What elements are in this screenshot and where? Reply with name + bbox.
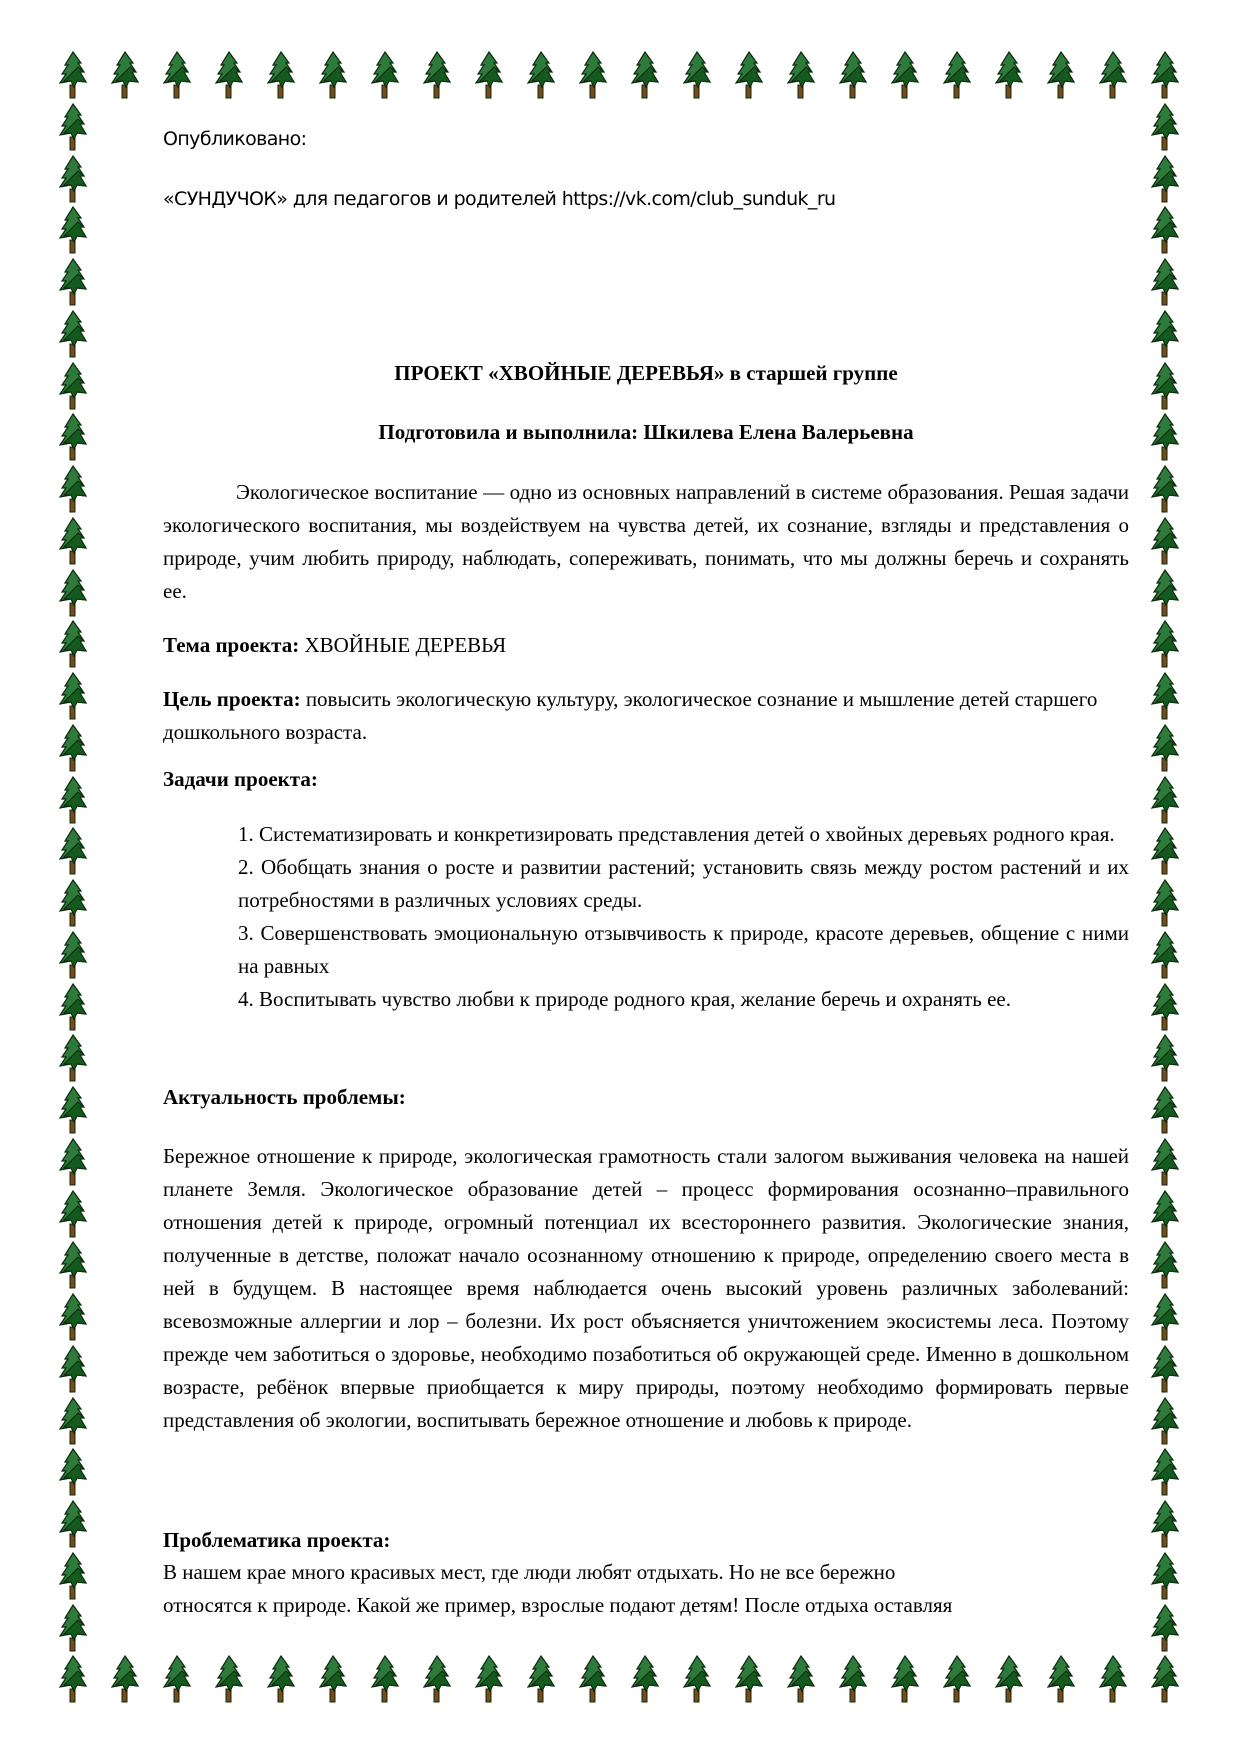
fir-tree-icon	[1151, 413, 1179, 461]
fir-tree-icon	[267, 1655, 295, 1703]
fir-tree-icon	[579, 1655, 607, 1703]
fir-tree-icon	[475, 1655, 503, 1703]
fir-tree-icon	[1151, 1345, 1179, 1393]
fir-tree-icon	[59, 1655, 87, 1703]
fir-tree-icon	[995, 51, 1023, 99]
fir-tree-icon	[163, 1655, 191, 1703]
fir-tree-icon	[59, 103, 87, 151]
tasks-heading: Задачи проекта:	[163, 767, 318, 791]
fir-tree-icon	[1151, 1241, 1179, 1289]
fir-tree-icon	[787, 1655, 815, 1703]
goal-label: Цель проекта:	[163, 687, 301, 711]
fir-tree-icon	[59, 206, 87, 254]
fir-tree-icon	[59, 776, 87, 824]
fir-tree-icon	[1047, 51, 1075, 99]
fir-tree-icon	[735, 1655, 763, 1703]
fir-tree-icon	[215, 51, 243, 99]
fir-tree-icon	[59, 1293, 87, 1341]
fir-tree-icon	[267, 51, 295, 99]
page-title: ПРОЕКТ «ХВОЙНЫЕ ДЕРЕВЬЯ» в старшей группе	[394, 361, 898, 385]
fir-tree-icon	[59, 983, 87, 1031]
fir-tree-icon	[1151, 310, 1179, 358]
task-item-1: 1. Систематизировать и конкретизировать представления детей о хвойных деревьях родного края.	[238, 822, 1115, 846]
fir-tree-icon	[1099, 1655, 1127, 1703]
fir-tree-icon	[111, 1655, 139, 1703]
fir-tree-icon	[59, 1604, 87, 1652]
fir-tree-icon	[1151, 620, 1179, 668]
fir-tree-icon	[59, 1241, 87, 1289]
fir-tree-icon	[1151, 983, 1179, 1031]
fir-tree-icon	[59, 569, 87, 617]
fir-tree-icon	[1151, 1448, 1179, 1496]
author-line: Подготовила и выполнила: Шкилева Елена Валерьевна	[378, 420, 914, 444]
task-item-2: 2. Обобщать знания о росте и развитии растений; установить связь между ростом растений и их потребностями в различных условиях среды.	[238, 855, 1129, 912]
fir-tree-icon	[1151, 1604, 1179, 1652]
fir-tree-icon	[1151, 1138, 1179, 1186]
fir-tree-icon	[59, 931, 87, 979]
fir-tree-icon	[59, 1500, 87, 1548]
relevance-heading: Актуальность проблемы:	[163, 1085, 406, 1109]
intro-paragraph: Экологическое воспитание — одно из основных направлений в системе образования. Решая задачи экологического воспитания, мы воздействуем на чувства детей, их сознание, взгляды и представления о природе, учим любить природу, наблюдать, сопереживать, понимать, что мы должны беречь и сохранять ее.	[163, 480, 1129, 603]
fir-tree-icon	[215, 1655, 243, 1703]
fir-tree-icon	[1099, 51, 1127, 99]
fir-tree-icon	[475, 51, 503, 99]
fir-tree-icon	[631, 51, 659, 99]
fir-tree-icon	[1151, 1190, 1179, 1238]
fir-tree-icon	[1151, 672, 1179, 720]
fir-tree-icon	[59, 413, 87, 461]
fir-tree-icon	[59, 310, 87, 358]
fir-tree-icon	[839, 1655, 867, 1703]
fir-tree-icon	[111, 51, 139, 99]
fir-tree-icon	[631, 1655, 659, 1703]
fir-tree-icon	[1151, 1397, 1179, 1445]
fir-tree-icon	[579, 51, 607, 99]
fir-tree-icon	[371, 1655, 399, 1703]
fir-tree-icon	[59, 362, 87, 410]
fir-tree-icon	[943, 51, 971, 99]
fir-tree-icon	[1151, 155, 1179, 203]
fir-tree-icon	[1151, 1655, 1179, 1703]
fir-tree-icon	[1047, 1655, 1075, 1703]
fir-tree-icon	[1151, 724, 1179, 772]
fir-tree-icon	[59, 258, 87, 306]
fir-tree-icon	[891, 51, 919, 99]
fir-tree-icon	[59, 155, 87, 203]
fir-tree-icon	[59, 517, 87, 565]
fir-tree-icon	[319, 51, 347, 99]
fir-tree-icon	[1151, 1552, 1179, 1600]
published-label: Опубликовано:	[163, 128, 307, 150]
fir-tree-icon	[1151, 1086, 1179, 1134]
fir-tree-icon	[59, 1190, 87, 1238]
fir-tree-icon	[59, 1138, 87, 1186]
fir-tree-icon	[1151, 258, 1179, 306]
fir-tree-icon	[59, 51, 87, 99]
fir-tree-icon	[839, 51, 867, 99]
fir-tree-icon	[787, 51, 815, 99]
problem-heading: Проблематика проекта:	[163, 1528, 391, 1552]
fir-tree-icon	[163, 51, 191, 99]
published-source: «СУНДУЧОК» для педагогов и родителей https://vk.com/club_sunduk_ru	[163, 188, 836, 210]
task-item-3: 3. Совершенствовать эмоциональную отзывчивость к природе, красоте деревьев, общение с ними на равных	[238, 921, 1129, 978]
fir-tree-icon	[1151, 931, 1179, 979]
fir-tree-icon	[1151, 517, 1179, 565]
fir-tree-icon	[423, 51, 451, 99]
fir-tree-icon	[319, 1655, 347, 1703]
fir-tree-icon	[1151, 1034, 1179, 1082]
fir-tree-icon	[1151, 51, 1179, 99]
fir-tree-icon	[371, 51, 399, 99]
fir-tree-icon	[1151, 1293, 1179, 1341]
fir-tree-icon	[59, 827, 87, 875]
problem-line-2: относятся к природе. Какой же пример, взрослые подают детям! После отдыха оставляя	[163, 1593, 953, 1617]
fir-tree-icon	[59, 1034, 87, 1082]
fir-tree-icon	[683, 1655, 711, 1703]
fir-tree-icon	[1151, 1500, 1179, 1548]
theme-label: Тема проекта:	[163, 633, 300, 657]
fir-tree-icon	[59, 724, 87, 772]
theme-line	[163, 629, 1129, 662]
fir-tree-icon	[527, 1655, 555, 1703]
fir-tree-icon	[943, 1655, 971, 1703]
fir-tree-icon	[1151, 879, 1179, 927]
fir-tree-icon	[59, 1345, 87, 1393]
fir-tree-icon	[59, 1086, 87, 1134]
fir-tree-icon	[1151, 206, 1179, 254]
fir-tree-icon	[735, 51, 763, 99]
fir-tree-icon	[1151, 103, 1179, 151]
fir-tree-icon	[1151, 569, 1179, 617]
fir-tree-icon	[59, 1397, 87, 1445]
fir-tree-icon	[59, 1552, 87, 1600]
fir-tree-icon	[1151, 776, 1179, 824]
fir-tree-icon	[59, 620, 87, 668]
fir-tree-icon	[891, 1655, 919, 1703]
fir-tree-icon	[527, 51, 555, 99]
fir-tree-icon	[59, 879, 87, 927]
tasks-list	[238, 818, 1129, 1016]
relevance-paragraph: Бережное отношение к природе, экологическая грамотность стали залогом выживания человека на нашей планете Земля. Экологическое образование детей – процесс формирования осознанно–правильного отношения детей к природе, огромный потенциал их всестороннего развития. Экологические знания, полученные в детстве, положат начало осознанному отношению к природе, определению своего места в ней в будущем. В настоящее время наблюдается очень высокий уровень различных заболеваний: всевозможные аллергии и лор – болезни. Их рост объясняется уничтожением экосистемы леса. Поэтому прежде чем заботиться о здоровье, необходимо позаботиться об окружающей среде. Именно в дошкольном возрасте, ребёнок впервые приобщается к миру природы, поэтому необходимо формировать первые представления об экологии, воспитывать бережное отношение и любовь к природе.	[163, 1144, 1129, 1432]
fir-tree-icon	[423, 1655, 451, 1703]
goal-value: повысить экологическую культуру, экологическое сознание и мышление детей старшего дошкольного возраста.	[163, 687, 1098, 744]
fir-tree-icon	[683, 51, 711, 99]
fir-tree-icon	[59, 1448, 87, 1496]
theme-value: ХВОЙНЫЕ ДЕРЕВЬЯ	[299, 633, 507, 657]
task-item-4: 4. Воспитывать чувство любви к природе родного края, желание беречь и охранять ее.	[238, 987, 1011, 1011]
fir-tree-icon	[995, 1655, 1023, 1703]
fir-tree-icon	[59, 465, 87, 513]
fir-tree-icon	[1151, 827, 1179, 875]
fir-tree-icon	[59, 672, 87, 720]
goal-paragraph	[163, 683, 1129, 749]
fir-tree-icon	[1151, 362, 1179, 410]
problem-line-1: В нашем крае много красивых мест, где люди любят отдыхать. Но не все бережно	[163, 1560, 896, 1584]
fir-tree-icon	[1151, 465, 1179, 513]
